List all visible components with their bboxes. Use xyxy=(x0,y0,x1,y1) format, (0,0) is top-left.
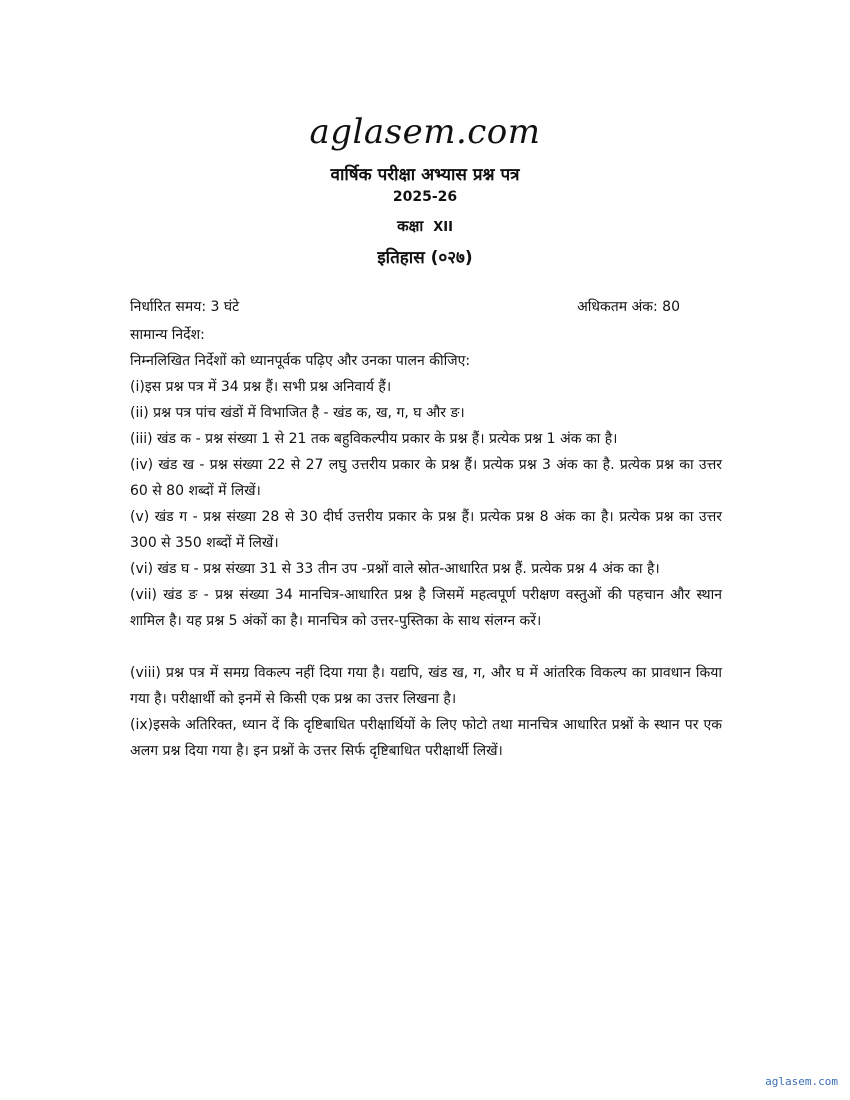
exam-meta xyxy=(130,297,680,316)
class-line xyxy=(0,216,850,236)
maximum-marks: अधिकतम अंक: 80 xyxy=(577,299,680,315)
instructions-heading: सामान्य निर्देश: xyxy=(130,327,205,343)
instruction-item: (ix)इसके अतिरिक्त, ध्यान दें कि दृष्टिबाधित परीक्षार्थियों के लिए फोटो तथा मानचित्र आधारित प्रश्नों के स्थान पर एक अलग प्रश्न दिया गया है। इन प्रश्नों के उत्तर सिर्फ दृष्टिबाधित परीक्षार्थी लिखें। xyxy=(130,717,722,759)
class-value: XII xyxy=(433,220,453,235)
instruction-item: (v) खंड ग - प्रश्न संख्या 28 से 30 दीर्घ उत्तरीय प्रकार के प्रश्न हैं। प्रत्येक प्रश्न 8 अंक का है। प्रत्येक प्रश्न का उत्तर 300 से 350 शब्दों में लिखें। xyxy=(130,509,722,551)
instructions-intro: निम्नलिखित निर्देशों को ध्यानपूर्वक पढ़िए और उनका पालन कीजिए: xyxy=(130,353,471,369)
instruction-item: (ii) प्रश्न पत्र पांच खंडों में विभाजित है - खंड क, ख, ग, घ और ङ। xyxy=(130,405,465,421)
general-instructions xyxy=(130,322,722,764)
academic-year: 2025-26 xyxy=(392,189,458,205)
instruction-item: (viii) प्रश्न पत्र में समग्र विकल्प नहीं दिया गया है। यद्यपि, खंड ख, ग, और घ में आंतरिक विकल्प का प्रावधान किया गया है। परीक्षार्थी को इनमें से किसी एक प्रश्न का उत्तर लिखना है। xyxy=(130,665,722,707)
class-label: कक्षा xyxy=(397,217,424,235)
time-allowed: निर्धारित समय: 3 घंटे xyxy=(130,299,240,315)
footer-url: aglasem.com xyxy=(765,1075,838,1088)
brand-logo: aglasem.com xyxy=(309,112,541,152)
instruction-item: (iii) खंड क - प्रश्न संख्या 1 से 21 तक बहुविकल्पीय प्रकार के प्रश्न हैं। प्रत्येक प्रश्न 1 अंक का है। xyxy=(130,431,618,447)
paper-title: वार्षिक परीक्षा अभ्यास प्रश्न पत्र xyxy=(330,165,520,185)
subject-title: इतिहास (०२७) xyxy=(377,248,473,268)
instruction-item: (i)इस प्रश्न पत्र में 34 प्रश्न हैं। सभी प्रश्न अनिवार्य हैं। xyxy=(130,379,392,395)
instruction-item: (iv) खंड ख - प्रश्न संख्या 22 से 27 लघु उत्तरीय प्रकार के प्रश्न हैं। प्रत्येक प्रश्न 3 अंक का है. प्रत्येक प्रश्न का उत्तर 60 से 80 शब्दों में लिखें। xyxy=(130,457,722,499)
instruction-item: (vi) खंड घ - प्रश्न संख्या 31 से 33 तीन उप -प्रश्नों वाले स्रोत-आधारित प्रश्न हैं. प्रत्येक प्रश्न 4 अंक का है। xyxy=(130,561,660,577)
instruction-item: (vii) खंड ङ - प्रश्न संख्या 34 मानचित्र-आधारित प्रश्न है जिसमें महत्वपूर्ण परीक्षण वस्तुओं की पहचान और स्थान शामिल है। यह प्रश्न 5 अंकों का है। मानचित्र को उत्तर-पुस्तिका के साथ संलग्न करें। xyxy=(130,587,722,629)
